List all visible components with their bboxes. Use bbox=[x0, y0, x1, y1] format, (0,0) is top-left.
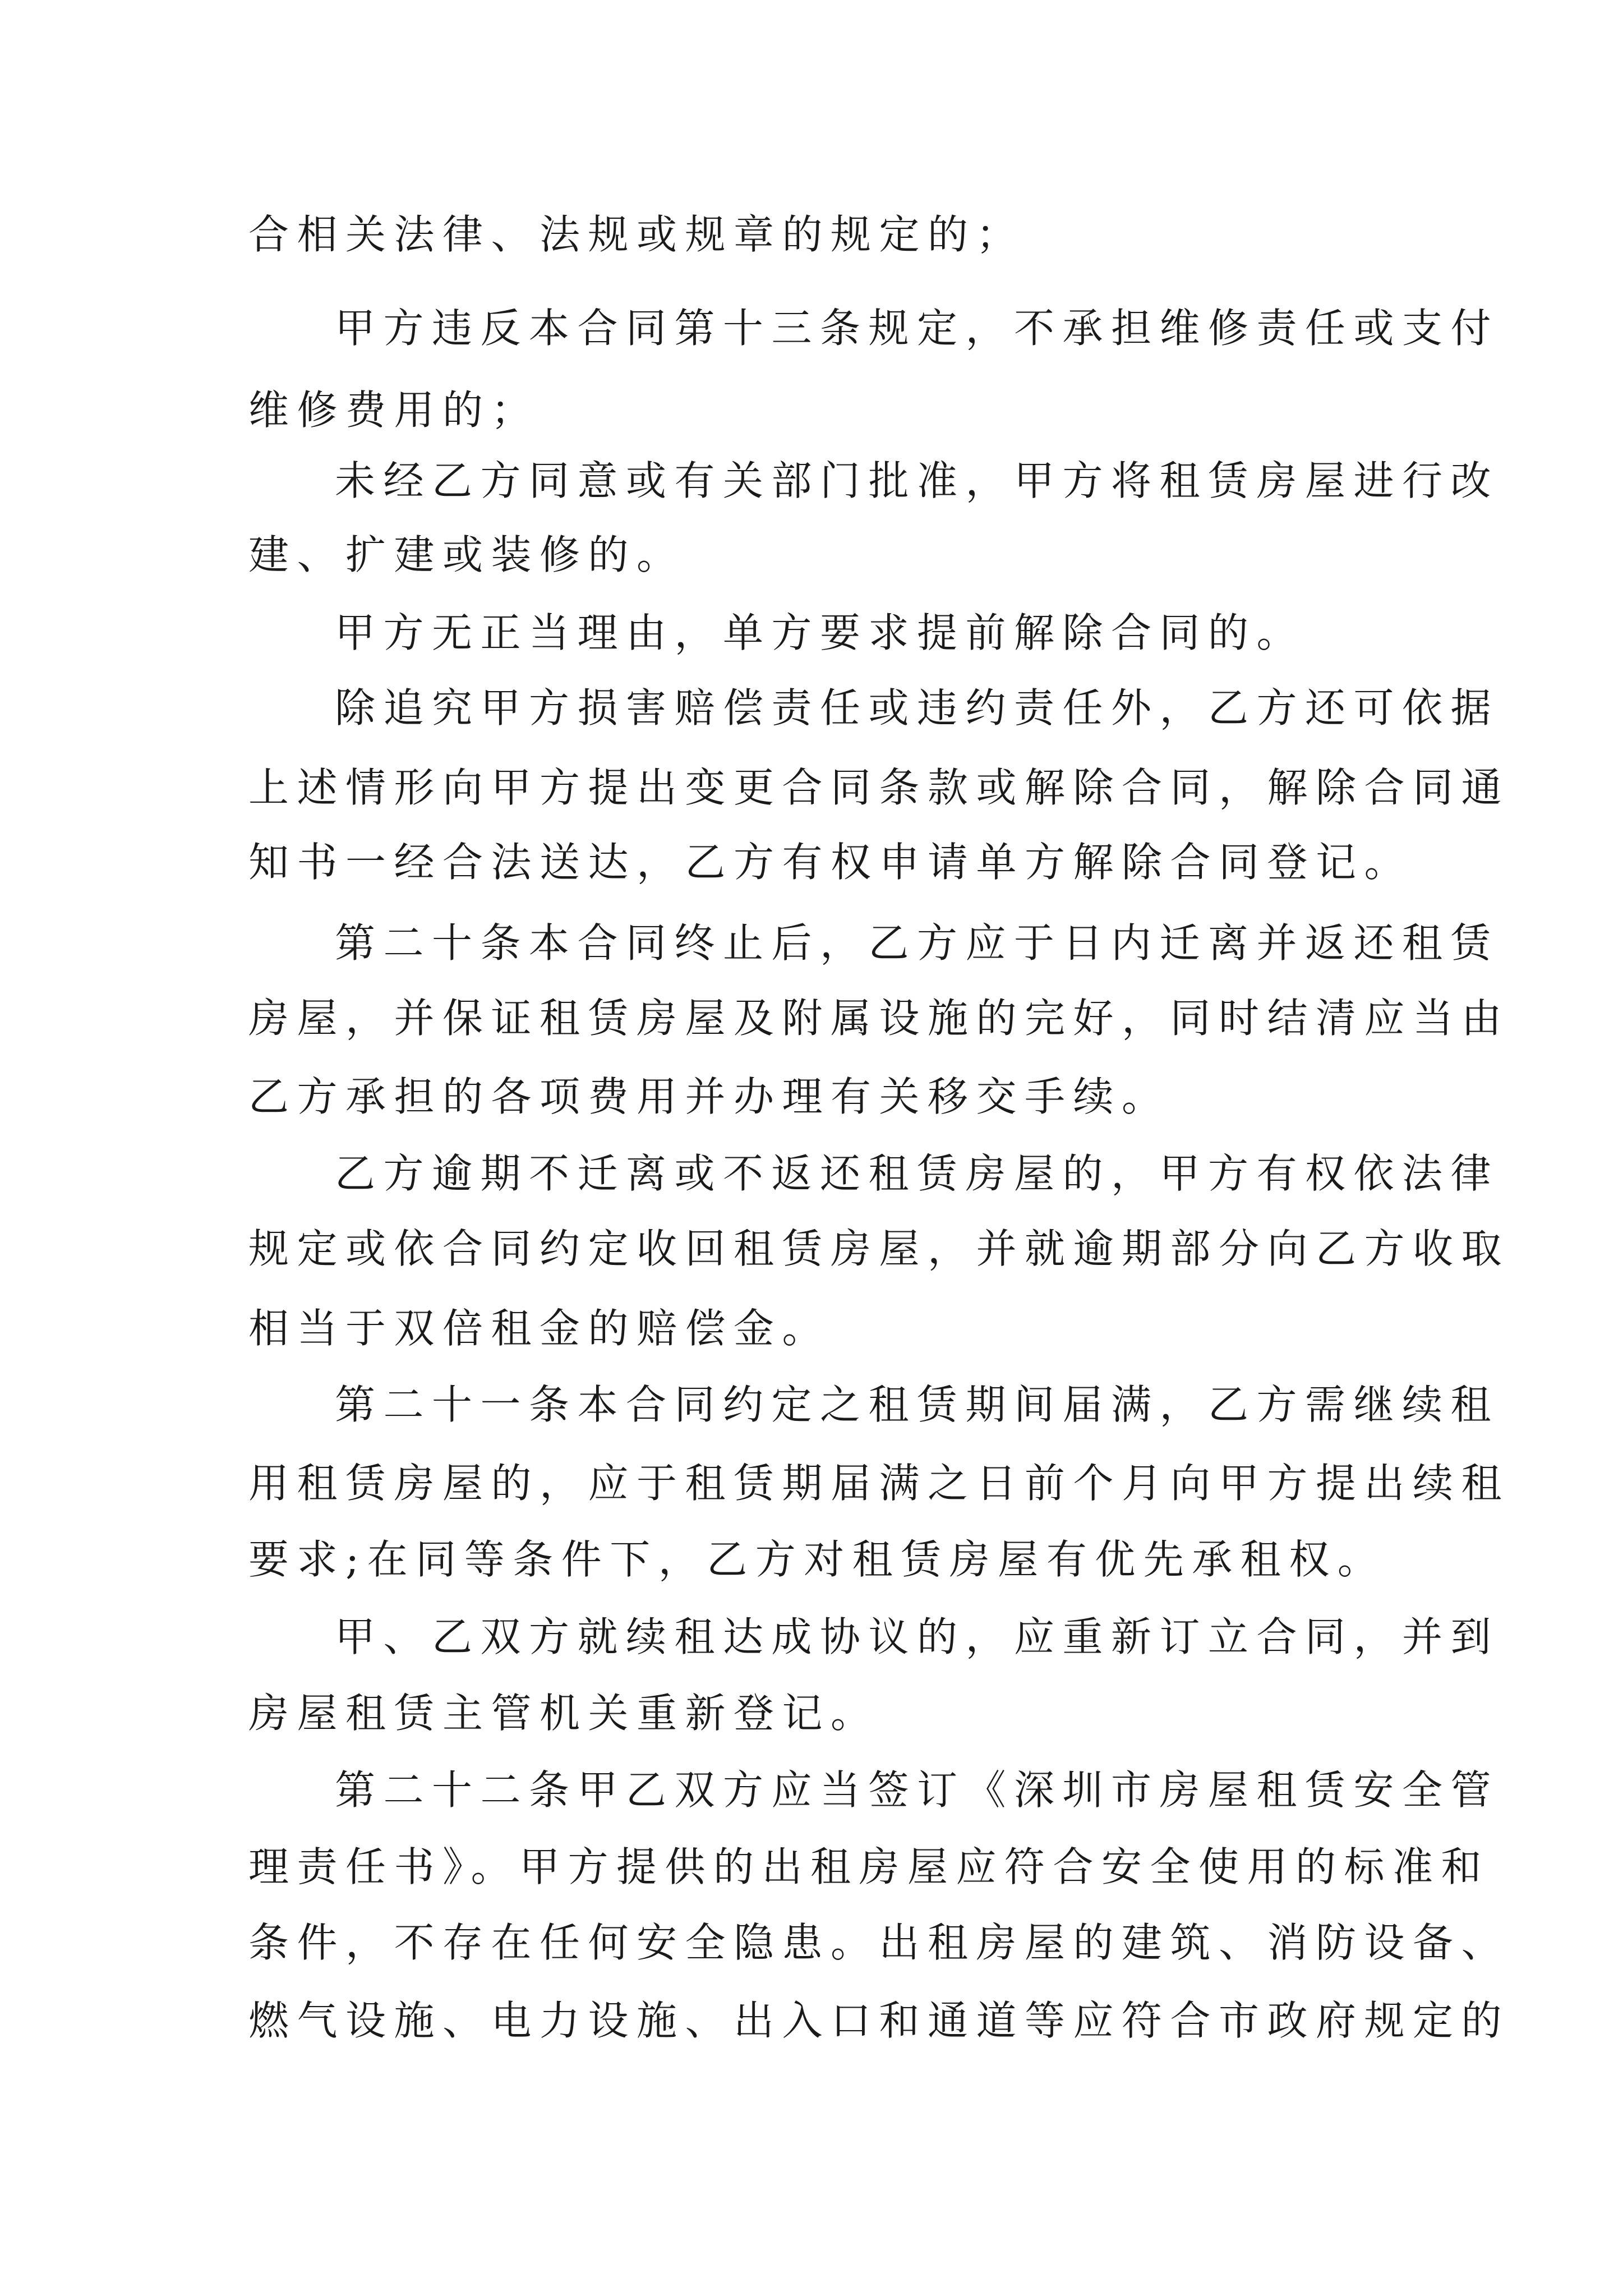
text-line: 未经乙方同意或有关部门批准，甲方将租赁房屋进行改 bbox=[335, 457, 1500, 504]
text-line: 相当于双倍租金的赔偿金。 bbox=[248, 1305, 831, 1352]
text-line: 除追究甲方损害赔偿责任或违约责任外，乙方还可依据 bbox=[335, 684, 1500, 731]
text-line: 甲方违反本合同第十三条规定，不承担维修责任或支付 bbox=[335, 305, 1500, 352]
text-line: 上述情形向甲方提出变更合同条款或解除合同，解除合同通 bbox=[248, 764, 1510, 811]
text-line: 合相关法律、法规或规章的规定的； bbox=[248, 211, 1025, 258]
text-line: 维修费用的； bbox=[248, 386, 540, 434]
text-line: 知书一经合法送达，乙方有权申请单方解除合同登记。 bbox=[248, 839, 1413, 886]
text-line: 乙方逾期不迁离或不返还租赁房屋的，甲方有权依法律 bbox=[335, 1150, 1500, 1197]
text-line: 第二十条本合同终止后，乙方应于日内迁离并返还租赁 bbox=[335, 919, 1500, 967]
text-line: 第二十一条本合同约定之租赁期间届满，乙方需继续租 bbox=[335, 1381, 1500, 1428]
text-line: 建、扩建或装修的。 bbox=[248, 531, 685, 578]
text-line: 房屋租赁主管机关重新登记。 bbox=[248, 1690, 879, 1737]
text-line: 条件，不存在任何安全隐患。出租房屋的建筑、消防设备、 bbox=[248, 1919, 1510, 1966]
text-line: 规定或依合同约定收回租赁房屋，并就逾期部分向乙方收取 bbox=[248, 1225, 1510, 1272]
text-line: 燃气设施、电力设施、出入口和通道等应符合市政府规定的 bbox=[248, 1997, 1510, 2044]
text-line: 第二十二条甲乙双方应当签订《深圳市房屋租赁安全管 bbox=[335, 1766, 1500, 1814]
text-line: 房屋，并保证租赁房屋及附属设施的完好，同时结清应当由 bbox=[248, 995, 1510, 1042]
text-line: 要求;在同等条件下，乙方对租赁房屋有优先承租权。 bbox=[248, 1536, 1386, 1583]
text-line: 甲、乙双方就续租达成协议的，应重新订立合同，并到 bbox=[335, 1613, 1500, 1660]
text-line: 乙方承担的各项费用并办理有关移交手续。 bbox=[248, 1073, 1170, 1120]
text-line: 理责任书》。甲方提供的出租房屋应符合安全使用的标准和 bbox=[248, 1843, 1490, 1890]
text-line: 用租赁房屋的，应于租赁期届满之日前个月向甲方提出续租 bbox=[248, 1460, 1510, 1507]
text-line: 甲方无正当理由，单方要求提前解除合同的。 bbox=[335, 609, 1306, 656]
